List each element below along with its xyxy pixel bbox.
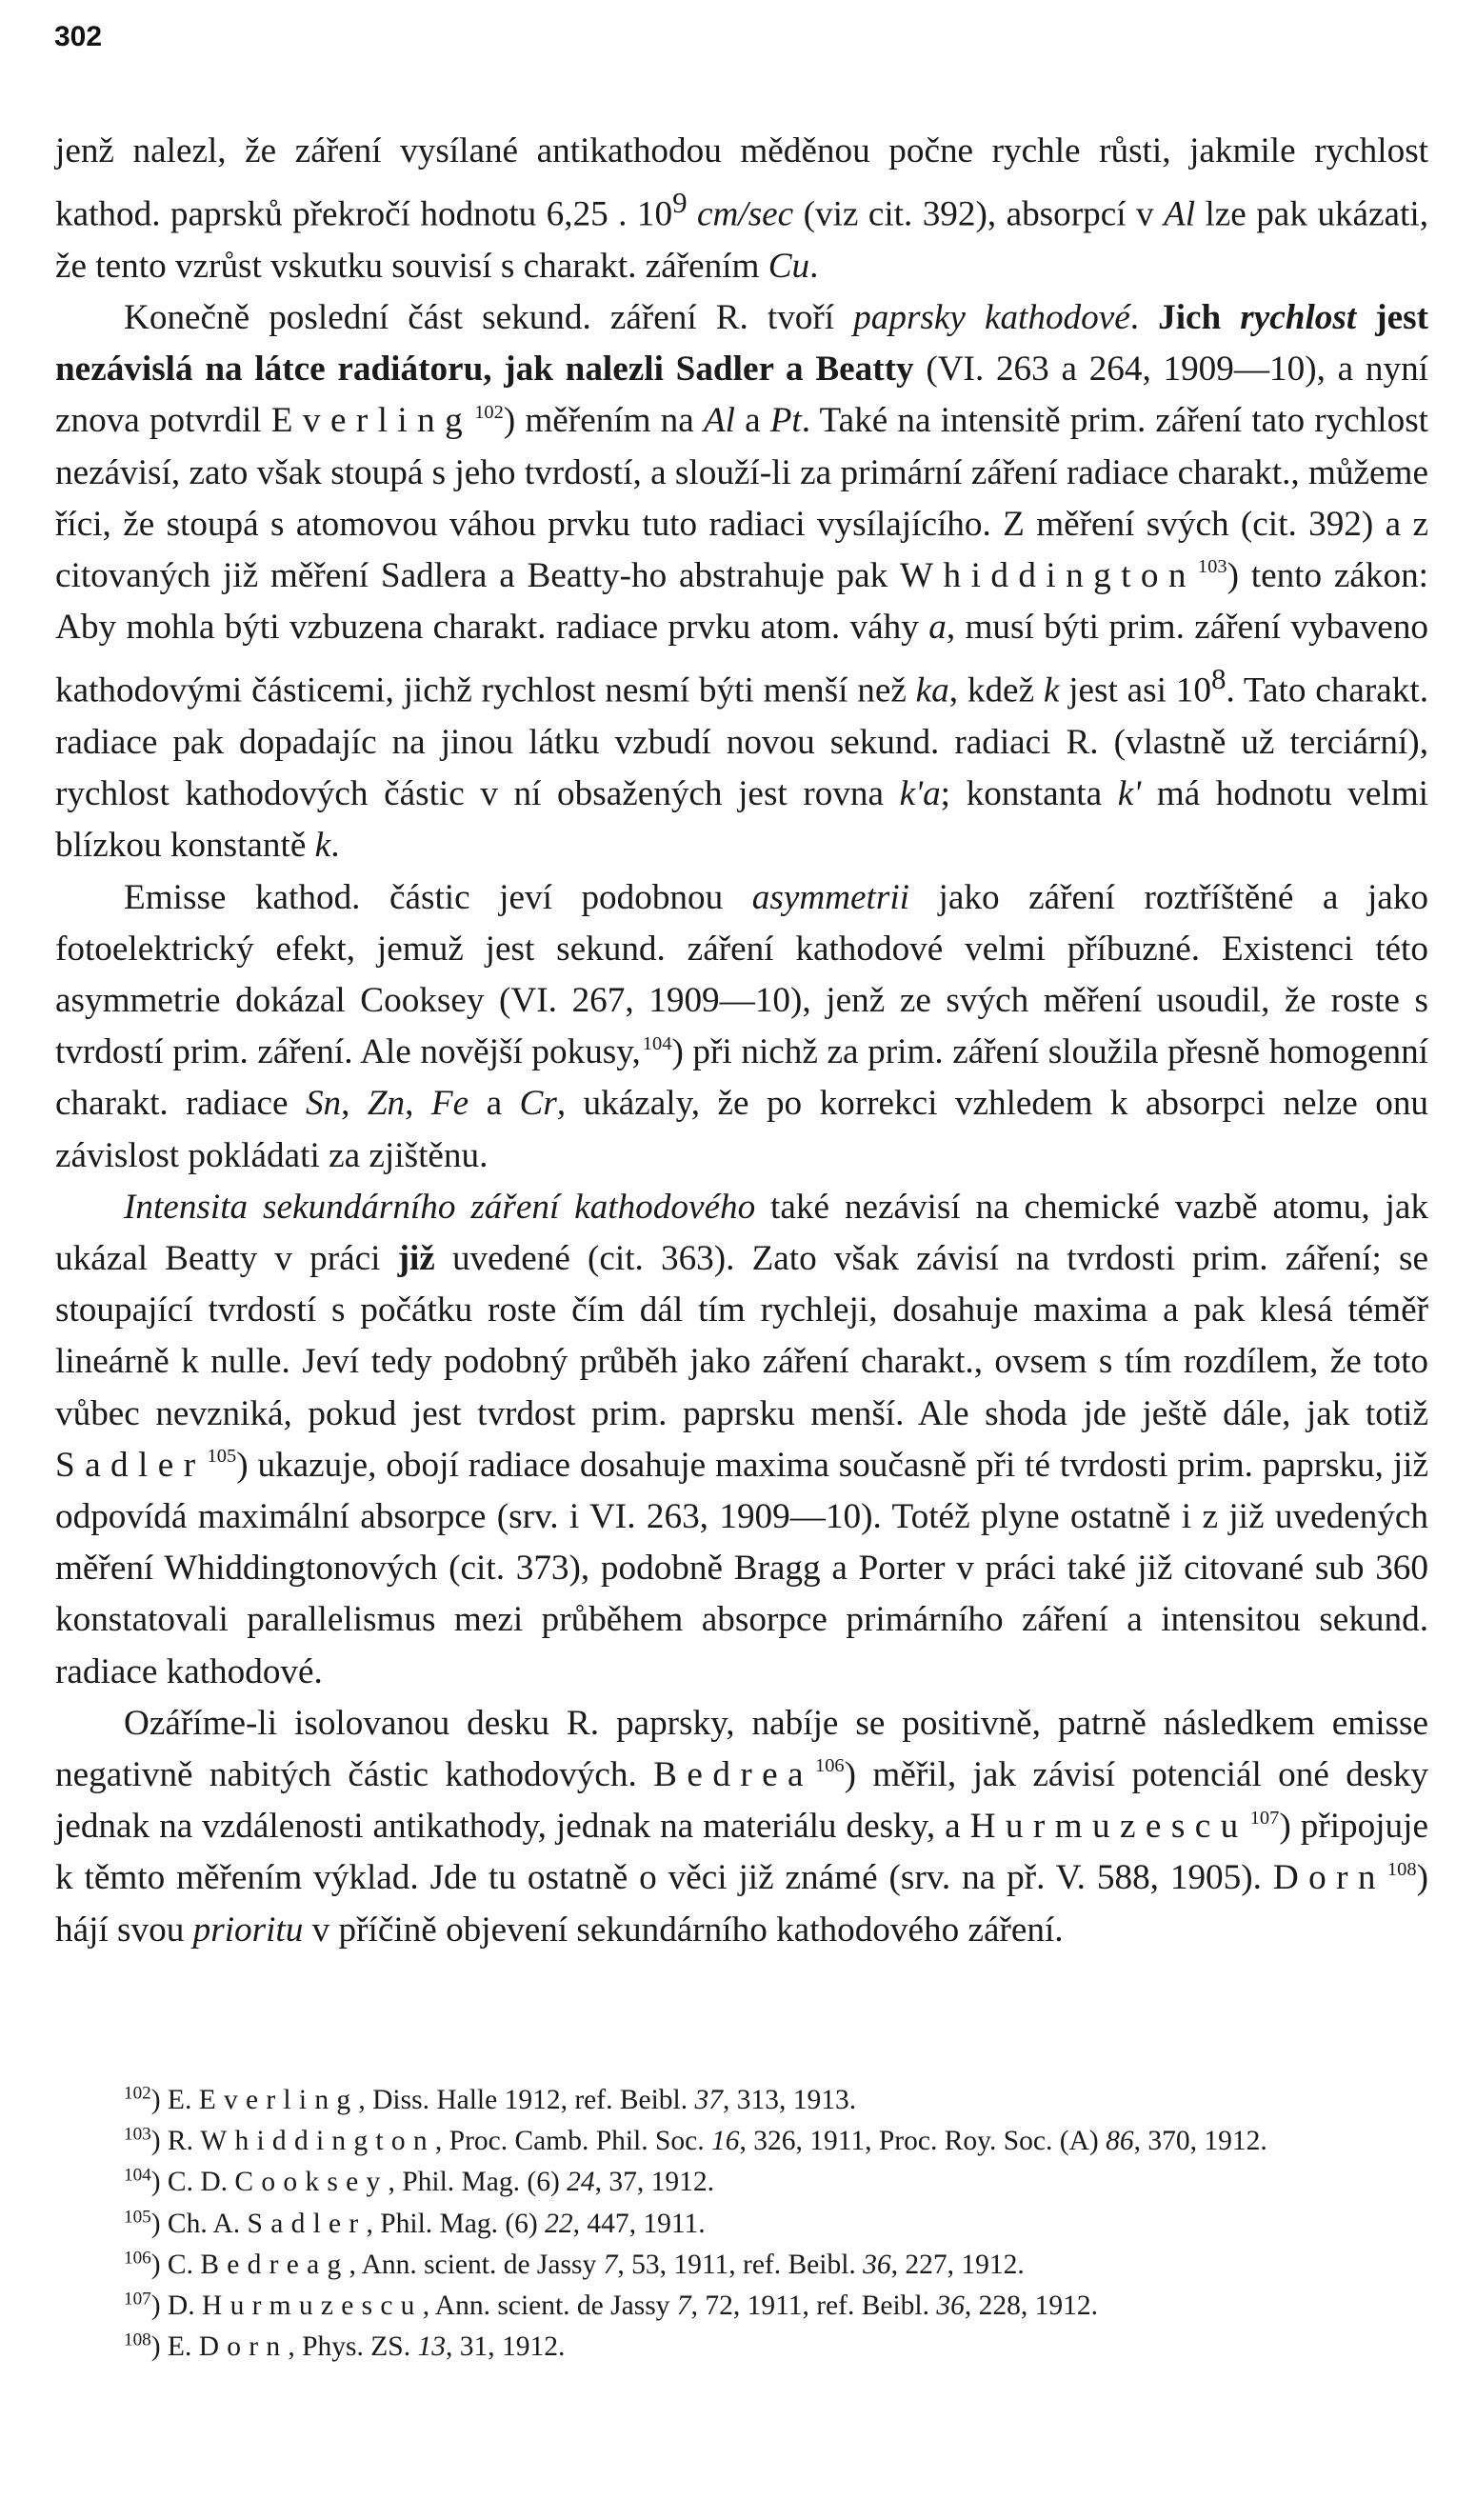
author-name: Everling bbox=[198, 2085, 359, 2115]
text-run: , 370, 1912. bbox=[1133, 2126, 1267, 2157]
author-name: Dorn bbox=[198, 2331, 289, 2363]
text-run: (VI. 263 a 264, 1909—10), a nyní znova potvrdil bbox=[55, 350, 1428, 441]
italic-text: Al bbox=[1163, 194, 1196, 234]
italic-text: a bbox=[928, 608, 947, 648]
footnote-number: 103 bbox=[124, 2124, 151, 2145]
text-run: , bbox=[341, 1084, 368, 1124]
text-run: ) měřil, jak závisí potenciál oné desky jednak na vzdálenosti antikathody, jednak na materiálu desky, a bbox=[55, 1755, 1429, 1847]
text-run: , Ann. scient. de Jassy bbox=[349, 2249, 604, 2280]
italic-text: 86 bbox=[1106, 2126, 1134, 2157]
footnotes bbox=[55, 2080, 1428, 2368]
page-number: 302 bbox=[54, 21, 103, 52]
footnote bbox=[55, 2286, 1428, 2327]
text-run: , Phil. Mag. (6) bbox=[388, 2167, 568, 2198]
text-run: , kdež bbox=[948, 670, 1044, 710]
text-run: ) měřením na bbox=[503, 401, 704, 441]
text-run: , Phys. ZS. bbox=[288, 2331, 418, 2363]
italic-text: 22 bbox=[545, 2208, 573, 2239]
italic-text: prioritu bbox=[192, 1910, 304, 1950]
text-run: , Ann. scient. de Jassy bbox=[422, 2290, 677, 2322]
italic-text: k' bbox=[1117, 774, 1142, 814]
footnote-number: 105 bbox=[124, 2207, 151, 2228]
text-run: jako záření roztříštěné a jako fotoelektrický efekt, jemuž jest sekund. záření kathodové velmi příbuzné. Existenci této asymmetrie dokázal Cooksey (VI. 267, 1909—10), jenž ze svých měření usoudil, že roste s tvrdostí prim. záření. Ale novější pokusy, bbox=[55, 877, 1428, 1072]
text-run: , Diss. Halle 1912, ref. Beibl. bbox=[358, 2085, 695, 2115]
exponent: 9 bbox=[672, 186, 688, 220]
footnote-ref: 104 bbox=[642, 1032, 672, 1054]
text-run: , 313, 1913. bbox=[723, 2085, 857, 2115]
text-run: , ukázaly, že po korrekci vzhledem k absorpci nelze onu závislost pokládati za zjištěnu. bbox=[55, 1084, 1429, 1175]
italic-text: Cr bbox=[519, 1084, 557, 1124]
text-run: ; konstanta bbox=[940, 774, 1118, 814]
footnote bbox=[55, 2162, 1428, 2203]
text-run: , 72, 1911, ref. Beibl. bbox=[690, 2290, 937, 2322]
italic-text: Intensita sekundárního záření kathodového bbox=[124, 1187, 756, 1227]
text-run: uvedené (cit. 363). Zato však závisí na tvrdosti prim. záření; se stoupající tvrdostí s počátku roste čím dál tím rychleji, dosahuje maxima a pak klesá téměř lineárně k nulle. Jeví tedy podobný průběh jako záření charakt., ovsem s tím rozdílem, že toto vůbec nevzniká, pokud jest tvrdost prim. paprsku menší. Ale shoda jde ještě dále, jak totiž bbox=[55, 1239, 1428, 1433]
footnote bbox=[55, 2204, 1428, 2245]
author-name: Bedreag bbox=[200, 2249, 349, 2280]
italic-text: Zn bbox=[367, 1084, 406, 1124]
text-run: v příčině objevení sekundárního kathodového záření. bbox=[303, 1910, 1064, 1950]
italic-text: Pt bbox=[769, 401, 802, 441]
bold-text: jest nezávislá na látce radiátoru, jak nalezli Sadler a Beatty bbox=[55, 298, 1428, 390]
footnote-ref: 105 bbox=[207, 1446, 237, 1468]
text-run: ) hájí svou bbox=[55, 1858, 1428, 1950]
footnote-number: 104 bbox=[124, 2165, 151, 2186]
paragraph bbox=[55, 1182, 1428, 1698]
italic-text: 7 bbox=[603, 2249, 618, 2280]
footnote bbox=[55, 2121, 1428, 2162]
footnote-ref: 102 bbox=[474, 401, 504, 423]
italic-text: cm/sec bbox=[697, 194, 794, 234]
text-run: jest asi 10 bbox=[1059, 670, 1211, 710]
italic-text: Al bbox=[703, 401, 735, 441]
text-run: , 326, 1911, Proc. Roy. Soc. (A) bbox=[739, 2126, 1107, 2157]
author-name: Sadler bbox=[55, 1445, 206, 1485]
footnote-number: 102 bbox=[124, 2083, 151, 2104]
italic-text: Sn bbox=[305, 1084, 342, 1124]
text-run: ) C. bbox=[150, 2249, 201, 2280]
text-run: lze pak ukázati, že tento vzrůst vskutku souvisí s charakt. zářením bbox=[55, 194, 1428, 286]
text-run: Konečně poslední část sekund. záření R. tvoří bbox=[124, 298, 854, 337]
footnote bbox=[55, 2245, 1428, 2286]
text-run: . bbox=[330, 826, 340, 866]
text-run: , Phil. Mag. (6) bbox=[366, 2208, 546, 2239]
text-run: ) D. bbox=[150, 2290, 202, 2322]
author-name: Cooksey bbox=[234, 2167, 389, 2198]
paragraph bbox=[55, 126, 1428, 292]
text-run: ) E. bbox=[150, 2331, 199, 2363]
italic-text: Cu bbox=[768, 246, 810, 286]
italic-text: paprsky kathodové bbox=[853, 298, 1130, 337]
body-text bbox=[55, 126, 1428, 1956]
text-run: ) C. D. bbox=[150, 2167, 235, 2198]
text-run: . bbox=[1129, 298, 1159, 337]
italic-text: ka bbox=[915, 670, 949, 710]
bold-italic-text: rychlost bbox=[1240, 298, 1357, 337]
author-name: Dorn bbox=[1272, 1858, 1386, 1898]
author-name: Hurmuzescu bbox=[969, 1807, 1248, 1847]
italic-text: Fe bbox=[430, 1084, 469, 1124]
author-name: Whiddington bbox=[200, 2126, 435, 2157]
text-run: ) E. bbox=[150, 2085, 199, 2115]
text-run: , Proc. Camb. Phil. Soc. bbox=[434, 2126, 711, 2157]
text-run: a bbox=[734, 401, 770, 441]
bold-text: Jich bbox=[1158, 298, 1241, 337]
text-run: , musí býti prim. záření vybaveno kathodovými částicemi, jichž rychlost nesmí býti menší než bbox=[55, 608, 1429, 710]
italic-text: 36 bbox=[863, 2249, 891, 2280]
footnote-number: 108 bbox=[124, 2330, 151, 2350]
text-run: , 31, 1912. bbox=[445, 2331, 566, 2363]
text-run: (viz cit. 392), absorpcí v bbox=[793, 194, 1164, 234]
footnote-ref: 107 bbox=[1249, 1807, 1280, 1829]
text-run: jenž nalezl, že záření vysílané antikathodou měděnou počne rychle růsti, jakmile rychlost kathod. paprsků překročí hodnotu 6,25 . 10 bbox=[55, 131, 1428, 234]
author-name: Whiddington bbox=[900, 556, 1196, 596]
italic-text: 24 bbox=[567, 2167, 595, 2198]
text-run: také nezávisí na chemické vazbě atomu, jak ukázal Beatty v práci bbox=[55, 1187, 1428, 1279]
text-run: Ozáříme-li isolovanou desku R. paprsky, nabíje se positivně, patrně následkem emisse negativně nabitých částic kathodových. bbox=[55, 1703, 1428, 1795]
footnote-number: 107 bbox=[124, 2289, 151, 2310]
text-run: , 447, 1911. bbox=[572, 2208, 706, 2239]
italic-text: 7 bbox=[676, 2290, 691, 2322]
italic-text: 13 bbox=[417, 2331, 446, 2363]
italic-text: k'a bbox=[899, 774, 941, 814]
exponent: 8 bbox=[1210, 662, 1227, 696]
text-run: . bbox=[809, 246, 819, 286]
text-run: a bbox=[469, 1084, 520, 1124]
text-run bbox=[688, 195, 697, 234]
text-run: ) R. bbox=[150, 2126, 201, 2157]
footnote bbox=[55, 2327, 1428, 2368]
bold-text: již bbox=[397, 1239, 435, 1279]
text-run: , 227, 1912. bbox=[890, 2249, 1025, 2280]
author-name: Sadler bbox=[247, 2208, 367, 2239]
text-run: ) při nichž za prim. záření sloužila přesně homogenní charakt. radiace bbox=[55, 1032, 1428, 1124]
paragraph bbox=[55, 292, 1428, 872]
italic-text: k bbox=[1043, 670, 1060, 710]
italic-text: 37 bbox=[694, 2085, 723, 2115]
footnote-ref: 108 bbox=[1386, 1858, 1417, 1880]
text-run: ) připojuje k těmto měřením výklad. Jde tu ostatně o věci již známé (srv. na př. V. 588, 1905). bbox=[55, 1807, 1428, 1898]
text-run: Emisse kathod. částic jeví podobnou bbox=[124, 877, 752, 917]
footnote-number: 106 bbox=[124, 2248, 151, 2269]
paragraph bbox=[55, 1698, 1428, 1956]
text-run: má hodnotu velmi blízkou konstantě bbox=[55, 774, 1428, 866]
italic-text: 36 bbox=[936, 2290, 965, 2322]
text-run: ) Ch. A. bbox=[150, 2208, 248, 2239]
paragraph bbox=[55, 872, 1428, 1182]
text-run: ) tento zákon: Aby mohla býti vzbuzena charakt. radiace prvku atom. váhy bbox=[55, 556, 1429, 648]
text-run: , bbox=[405, 1084, 431, 1124]
italic-text: asymmetrii bbox=[751, 877, 910, 917]
author-name: Hurmuzescu bbox=[202, 2290, 423, 2322]
footnote bbox=[55, 2080, 1428, 2121]
text-run: ) ukazuje, obojí radiace dosahuje maxima současně při té tvrdosti prim. paprsku, již odpovídá maximální absorpce (srv. i VI. 263, 1909—10). Totéž plyne ostatně i z již uvedených měření Whiddingtonových (cit. 373), podobně Bragg a Porter v práci také již citované sub 360 konstatovali parallelismus mezi průběhem absorpce primárního záření a intensitou sekund. radiace kathodové. bbox=[55, 1445, 1428, 1691]
footnote-ref: 103 bbox=[1197, 556, 1227, 578]
italic-text: 16 bbox=[711, 2126, 740, 2157]
italic-text: k bbox=[314, 826, 331, 866]
author-name: Bedrea bbox=[653, 1755, 813, 1795]
text-run: , 37, 1912. bbox=[594, 2167, 715, 2198]
text-run: , 53, 1911, ref. Beibl. bbox=[617, 2249, 864, 2280]
text-run: . Tato charakt. radiace pak dopadajíc na jinou látku vzbudí novou sekund. radiaci R. (vlastně už terciární), rychlost kathodových částic v ní obsažených jest rovna bbox=[55, 670, 1428, 814]
text-run: , 228, 1912. bbox=[964, 2290, 1098, 2322]
author-name: Everling bbox=[270, 401, 473, 441]
footnote-ref: 106 bbox=[814, 1755, 845, 1777]
text-run: . Také na intensitě prim. záření tato rychlost nezávisí, zato však stoupá s jeho tvrdostí, a slouží-li za primární záření radiace charakt., můžeme říci, že stoupá s atomovou váhou prvku tuto radiaci vysílajícího. Z měření svých (cit. 392) a z citovaných již měření Sadlera a Beatty-ho abstrahuje pak bbox=[55, 401, 1429, 596]
